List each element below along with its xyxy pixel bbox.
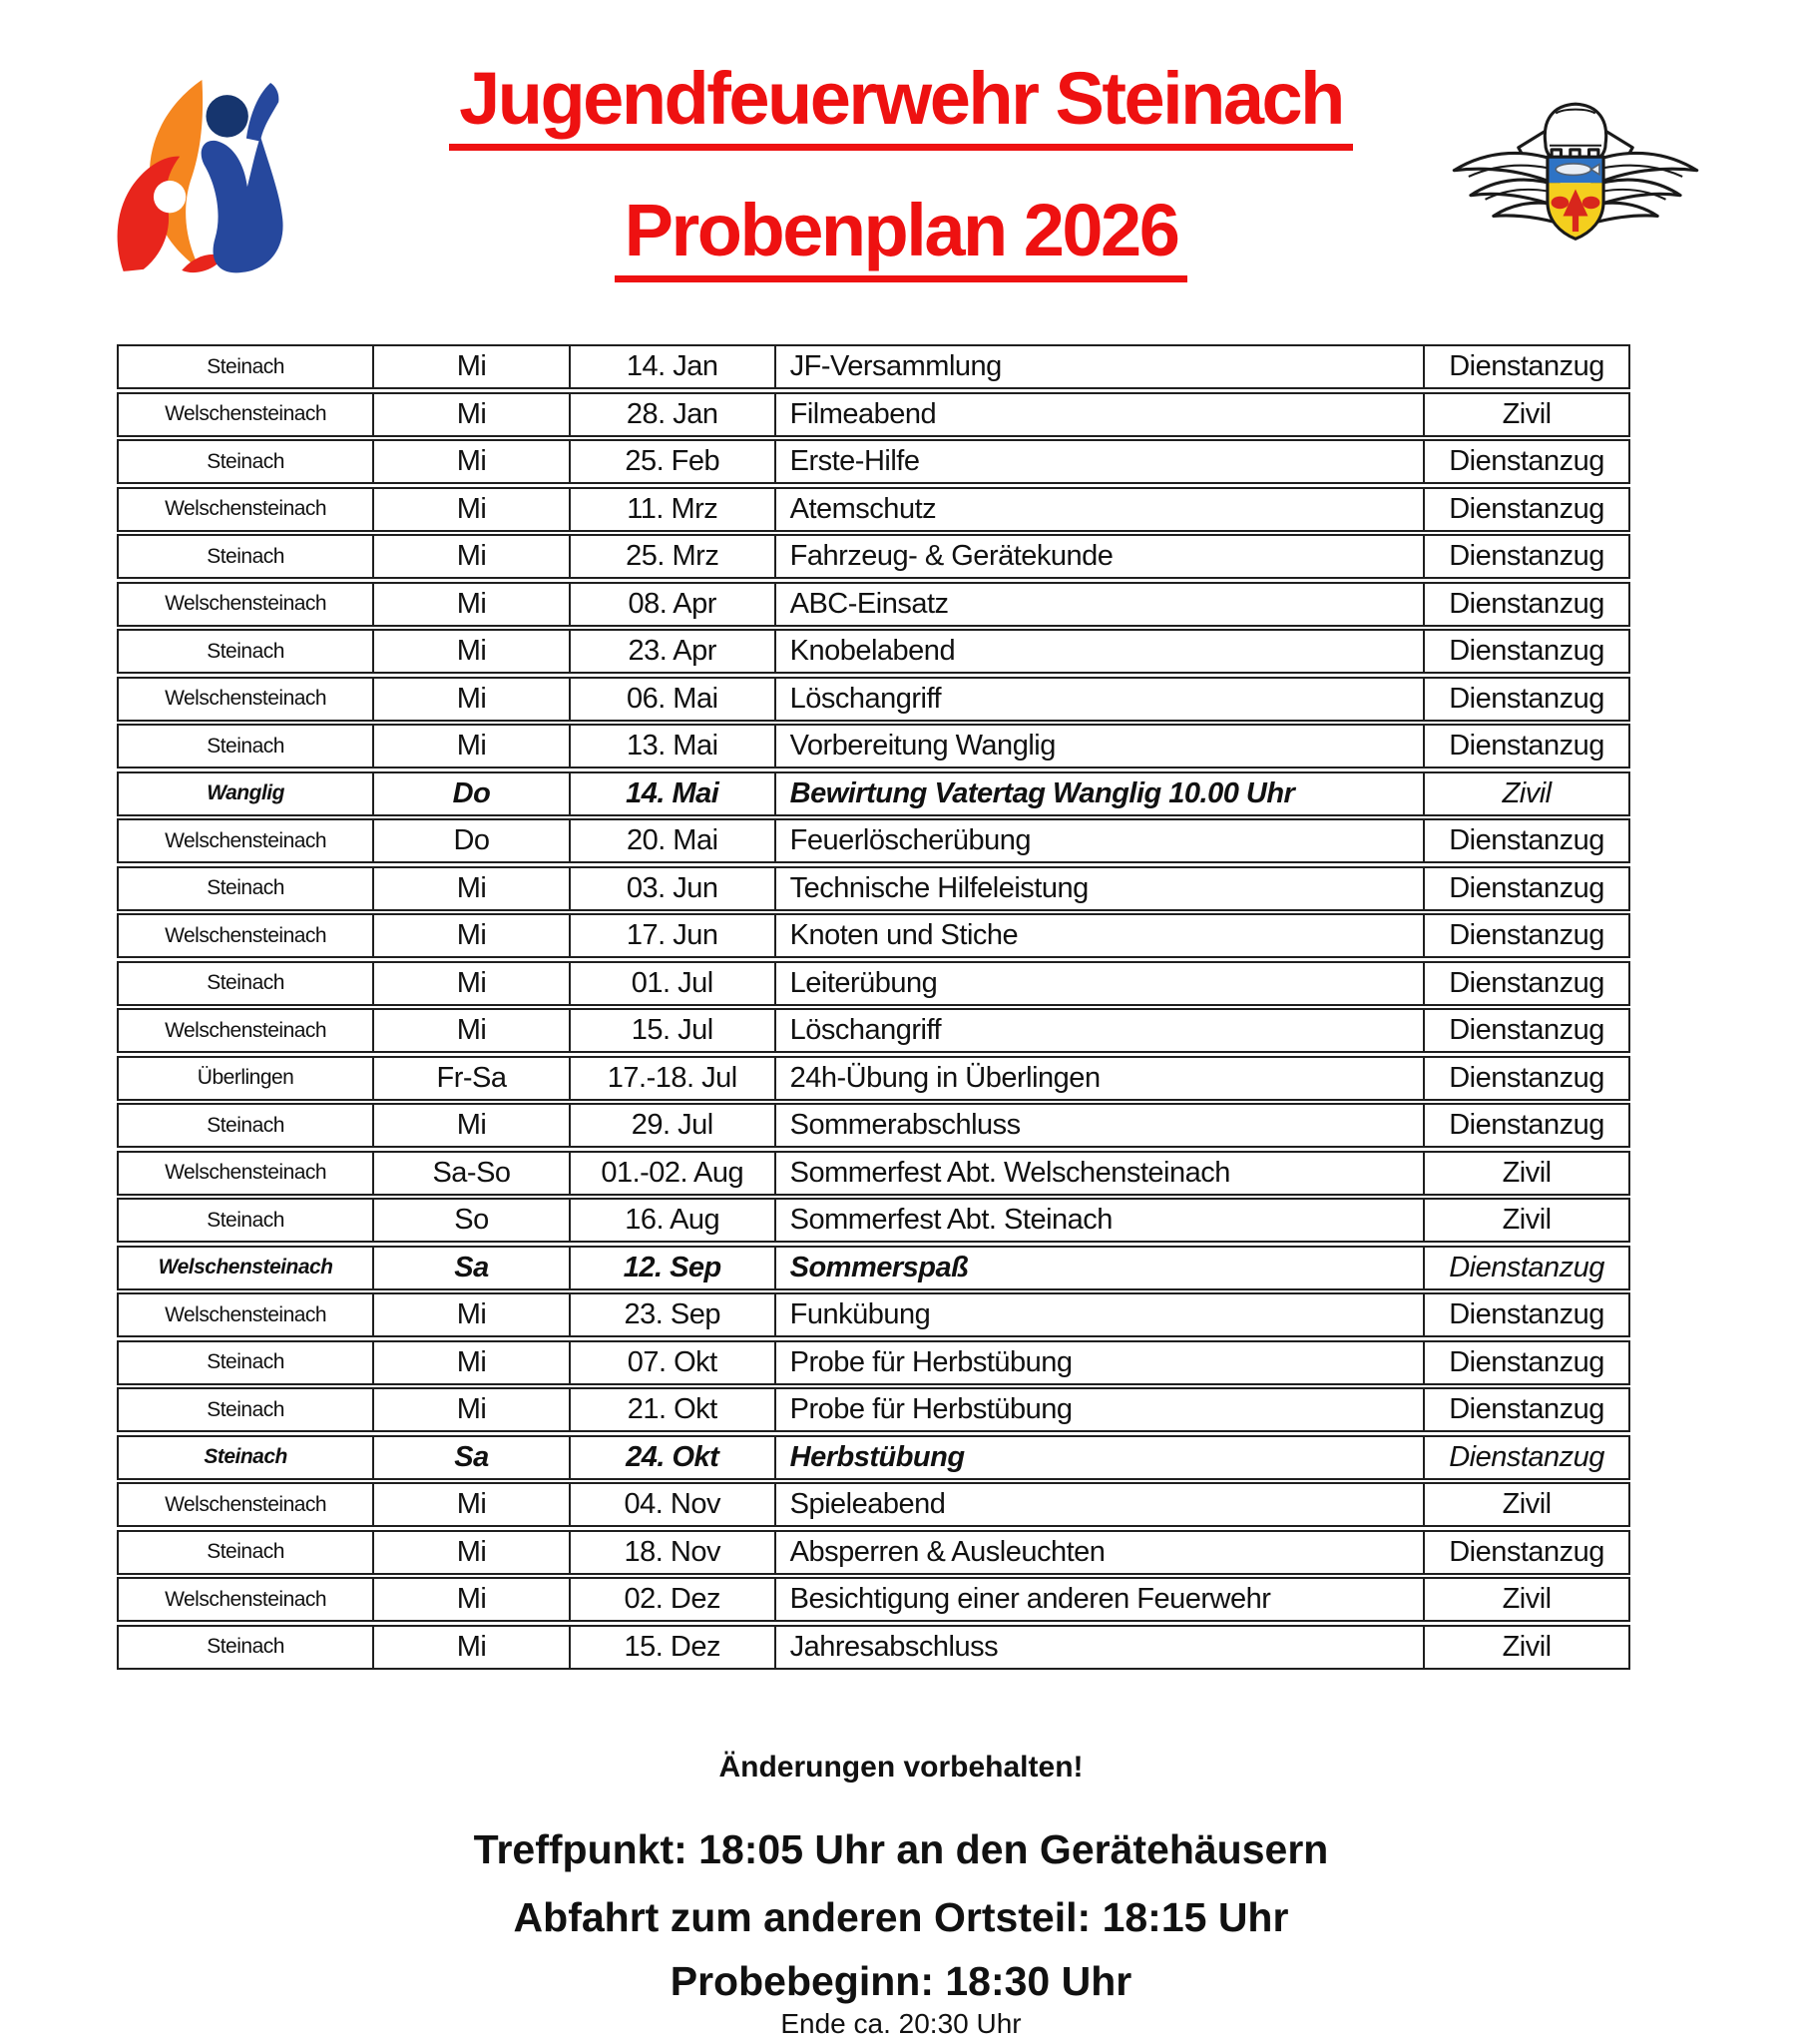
cell-day: Mi (372, 1389, 569, 1430)
table-row (117, 1008, 1630, 1053)
cell-date: 18. Nov (569, 1532, 774, 1573)
cell-day: Mi (372, 394, 569, 435)
cell-date: 24. Okt (569, 1437, 774, 1478)
cell-date: 17. Jun (569, 915, 774, 956)
cell-dress: Dienstanzug (1423, 441, 1628, 482)
cell-location: Wanglig (207, 781, 284, 804)
cell-day: Do (372, 773, 569, 814)
cell-location: Welschensteinach (165, 497, 327, 520)
table-row (117, 1435, 1630, 1480)
cell-event: Sommerabschluss (774, 1105, 1424, 1146)
cell-day: Mi (372, 1010, 569, 1051)
cell-day: Mi (372, 536, 569, 577)
cell-event: Jahresabschluss (774, 1627, 1424, 1668)
cell-event: Atemschutz (774, 489, 1424, 530)
cell-event: Sommerfest Abt. Welschensteinach (774, 1153, 1424, 1194)
cell-dress: Dienstanzug (1423, 1105, 1628, 1146)
page-title-text: Jugendfeuerwehr Steinach (449, 60, 1353, 151)
cell-event: Feuerlöscherübung (774, 820, 1424, 861)
cell-location: Steinach (207, 1113, 284, 1137)
cell-dress: Zivil (1423, 1627, 1628, 1668)
cell-date: 15. Dez (569, 1627, 774, 1668)
cell-date: 16. Aug (569, 1200, 774, 1241)
cell-event: Spieleabend (774, 1484, 1424, 1525)
cell-date: 25. Mrz (569, 536, 774, 577)
table-row (117, 629, 1630, 674)
cell-day: Mi (372, 1627, 569, 1668)
cell-location: Steinach (204, 1445, 287, 1468)
cell-dress: Dienstanzug (1423, 346, 1628, 387)
cell-day: Mi (372, 915, 569, 956)
cell-day: Sa (372, 1248, 569, 1288)
table-row (117, 866, 1630, 911)
table-row (117, 1056, 1630, 1101)
cell-location: Überlingen (197, 1066, 294, 1089)
cell-date: 25. Feb (569, 441, 774, 482)
cell-day: Mi (372, 489, 569, 530)
cell-location: Welschensteinach (165, 828, 327, 852)
cell-date: 13. Mai (569, 726, 774, 766)
cell-dress: Dienstanzug (1423, 1532, 1628, 1573)
cell-dress: Dienstanzug (1423, 1058, 1628, 1099)
cell-date: 03. Jun (569, 868, 774, 909)
cell-dress: Dienstanzug (1423, 1389, 1628, 1430)
cell-event: Fahrzeug- & Gerätekunde (774, 536, 1424, 577)
cell-dress: Dienstanzug (1423, 536, 1628, 577)
note-changes-reserved: Änderungen vorbehalten! (718, 1751, 1084, 1784)
table-row (117, 392, 1630, 437)
cell-date: 11. Mrz (569, 489, 774, 530)
table-row (117, 582, 1630, 627)
schedule-table (117, 344, 1630, 1672)
end-time-line: Ende ca. 20:30 Uhr (780, 2008, 1022, 2039)
shield-icon (1548, 150, 1603, 239)
cell-event: Knoten und Stiche (774, 915, 1424, 956)
cell-date: 14. Jan (569, 346, 774, 387)
cell-location: Welschensteinach (165, 402, 327, 425)
cell-date: 21. Okt (569, 1389, 774, 1430)
cell-dress: Dienstanzug (1423, 1437, 1628, 1478)
cell-location: Steinach (207, 971, 284, 994)
table-row (117, 1340, 1630, 1385)
cell-date: 07. Okt (569, 1342, 774, 1383)
cell-event: Vorbereitung Wanglig (774, 726, 1424, 766)
cell-day: So (372, 1200, 569, 1241)
cell-dress: Dienstanzug (1423, 1342, 1628, 1383)
cell-location: Welschensteinach (165, 592, 327, 615)
cell-dress: Dienstanzug (1423, 915, 1628, 956)
cell-day: Do (372, 820, 569, 861)
cell-location: Welschensteinach (165, 923, 327, 947)
cell-date: 12. Sep (569, 1248, 774, 1288)
cell-dress: Dienstanzug (1423, 1294, 1628, 1335)
cell-location: Welschensteinach (165, 1587, 327, 1611)
cell-location: Welschensteinach (165, 1161, 327, 1184)
cell-location: Steinach (207, 544, 284, 568)
meeting-point-line: Treffpunkt: 18:05 Uhr an den Gerätehäusern (473, 1826, 1329, 1872)
table-row (117, 818, 1630, 863)
cell-date: 15. Jul (569, 1010, 774, 1051)
cell-day: Mi (372, 441, 569, 482)
cell-day: Sa-So (372, 1153, 569, 1194)
cell-event: 24h-Übung in Überlingen (774, 1058, 1424, 1099)
cell-dress: Dienstanzug (1423, 1010, 1628, 1051)
table-row (117, 724, 1630, 768)
cell-day: Mi (372, 631, 569, 672)
cell-dress: Dienstanzug (1423, 963, 1628, 1004)
cell-dress: Dienstanzug (1423, 1248, 1628, 1288)
cell-dress: Dienstanzug (1423, 726, 1628, 766)
cell-day: Mi (372, 1579, 569, 1620)
cell-location: Steinach (207, 354, 284, 378)
cell-event: Leiterübung (774, 963, 1424, 1004)
cell-dress: Dienstanzug (1423, 868, 1628, 909)
cell-date: 01.-02. Aug (569, 1153, 774, 1194)
cell-location: Welschensteinach (165, 1302, 327, 1326)
cell-event: Sommerspaß (774, 1248, 1424, 1288)
cell-dress: Dienstanzug (1423, 820, 1628, 861)
cell-dress: Dienstanzug (1423, 584, 1628, 625)
cell-event: Besichtigung einer anderen Feuerwehr (774, 1579, 1424, 1620)
cell-date: 08. Apr (569, 584, 774, 625)
cell-location: Welschensteinach (165, 1492, 327, 1516)
cell-day: Sa (372, 1437, 569, 1478)
feuerwehr-helmet-wings-emblem-icon (1445, 100, 1706, 256)
cell-date: 28. Jan (569, 394, 774, 435)
cell-location: Steinach (207, 1540, 284, 1563)
table-row (117, 913, 1630, 958)
table-row (117, 771, 1630, 816)
cell-dress: Dienstanzug (1423, 679, 1628, 720)
cell-event: ABC-Einsatz (774, 584, 1424, 625)
cell-location: Steinach (207, 1208, 284, 1232)
cell-event: Technische Hilfeleistung (774, 868, 1424, 909)
cell-day: Mi (372, 963, 569, 1004)
cell-date: 20. Mai (569, 820, 774, 861)
table-row (117, 1292, 1630, 1337)
cell-date: 14. Mai (569, 773, 774, 814)
cell-event: Knobelabend (774, 631, 1424, 672)
cell-day: Mi (372, 868, 569, 909)
cell-location: Steinach (207, 639, 284, 663)
cell-date: 04. Nov (569, 1484, 774, 1525)
cell-date: 02. Dez (569, 1579, 774, 1620)
cell-dress: Zivil (1423, 1484, 1628, 1525)
cell-location: Welschensteinach (158, 1256, 333, 1278)
cell-dress: Zivil (1423, 394, 1628, 435)
cell-event: Probe für Herbstübung (774, 1389, 1424, 1430)
table-row (117, 487, 1630, 532)
table-row (117, 344, 1630, 389)
cell-event: JF-Versammlung (774, 346, 1424, 387)
cell-day: Fr-Sa (372, 1058, 569, 1099)
cell-event: Funkübung (774, 1294, 1424, 1335)
table-row (117, 1151, 1630, 1196)
table-row (117, 1482, 1630, 1527)
table-row (117, 1577, 1630, 1622)
departure-line: Abfahrt zum anderen Ortsteil: 18:15 Uhr (513, 1894, 1289, 1940)
table-row (117, 1387, 1630, 1432)
cell-event: Absperren & Ausleuchten (774, 1532, 1424, 1573)
table-row (117, 1625, 1630, 1670)
cell-event: Sommerfest Abt. Steinach (774, 1200, 1424, 1241)
cell-location: Steinach (207, 734, 284, 758)
cell-day: Mi (372, 584, 569, 625)
cell-location: Steinach (207, 1350, 284, 1373)
table-row (117, 534, 1630, 579)
cell-day: Mi (372, 1342, 569, 1383)
cell-dress: Zivil (1423, 1200, 1628, 1241)
cell-location: Welschensteinach (165, 1018, 327, 1042)
cell-event: Probe für Herbstübung (774, 1342, 1424, 1383)
cell-day: Mi (372, 679, 569, 720)
cell-dress: Dienstanzug (1423, 631, 1628, 672)
cell-day: Mi (372, 726, 569, 766)
cell-day: Mi (372, 1105, 569, 1146)
table-row (117, 961, 1630, 1006)
cell-dress: Zivil (1423, 773, 1628, 814)
cell-location: Steinach (207, 1397, 284, 1421)
cell-date: 01. Jul (569, 963, 774, 1004)
table-row (117, 1198, 1630, 1243)
cell-event: Herbstübung (774, 1437, 1424, 1478)
cell-event: Löschangriff (774, 1010, 1424, 1051)
cell-day: Mi (372, 1484, 569, 1525)
cell-location: Welschensteinach (165, 687, 327, 710)
table-row (117, 677, 1630, 722)
cell-date: 06. Mai (569, 679, 774, 720)
page-subtitle-text: Probenplan 2026 (615, 192, 1188, 282)
cell-location: Steinach (207, 449, 284, 473)
cell-date: 29. Jul (569, 1105, 774, 1146)
cell-event: Löschangriff (774, 679, 1424, 720)
cell-day: Mi (372, 1294, 569, 1335)
cell-day: Mi (372, 1532, 569, 1573)
table-row (117, 1246, 1630, 1290)
rehearsal-start-line: Probebeginn: 18:30 Uhr (670, 1958, 1132, 2004)
cell-location: Steinach (207, 1635, 284, 1658)
cell-dress: Zivil (1423, 1579, 1628, 1620)
table-row (117, 439, 1630, 484)
cell-event: Filmeabend (774, 394, 1424, 435)
cell-dress: Zivil (1423, 1153, 1628, 1194)
cell-day: Mi (372, 346, 569, 387)
cell-dress: Dienstanzug (1423, 489, 1628, 530)
table-row (117, 1103, 1630, 1148)
cell-date: 23. Apr (569, 631, 774, 672)
cell-location: Steinach (207, 876, 284, 899)
table-row (117, 1530, 1630, 1575)
cell-event: Bewirtung Vatertag Wanglig 10.00 Uhr (774, 773, 1424, 814)
cell-event: Erste-Hilfe (774, 441, 1424, 482)
cell-date: 23. Sep (569, 1294, 774, 1335)
cell-date: 17.-18. Jul (569, 1058, 774, 1099)
